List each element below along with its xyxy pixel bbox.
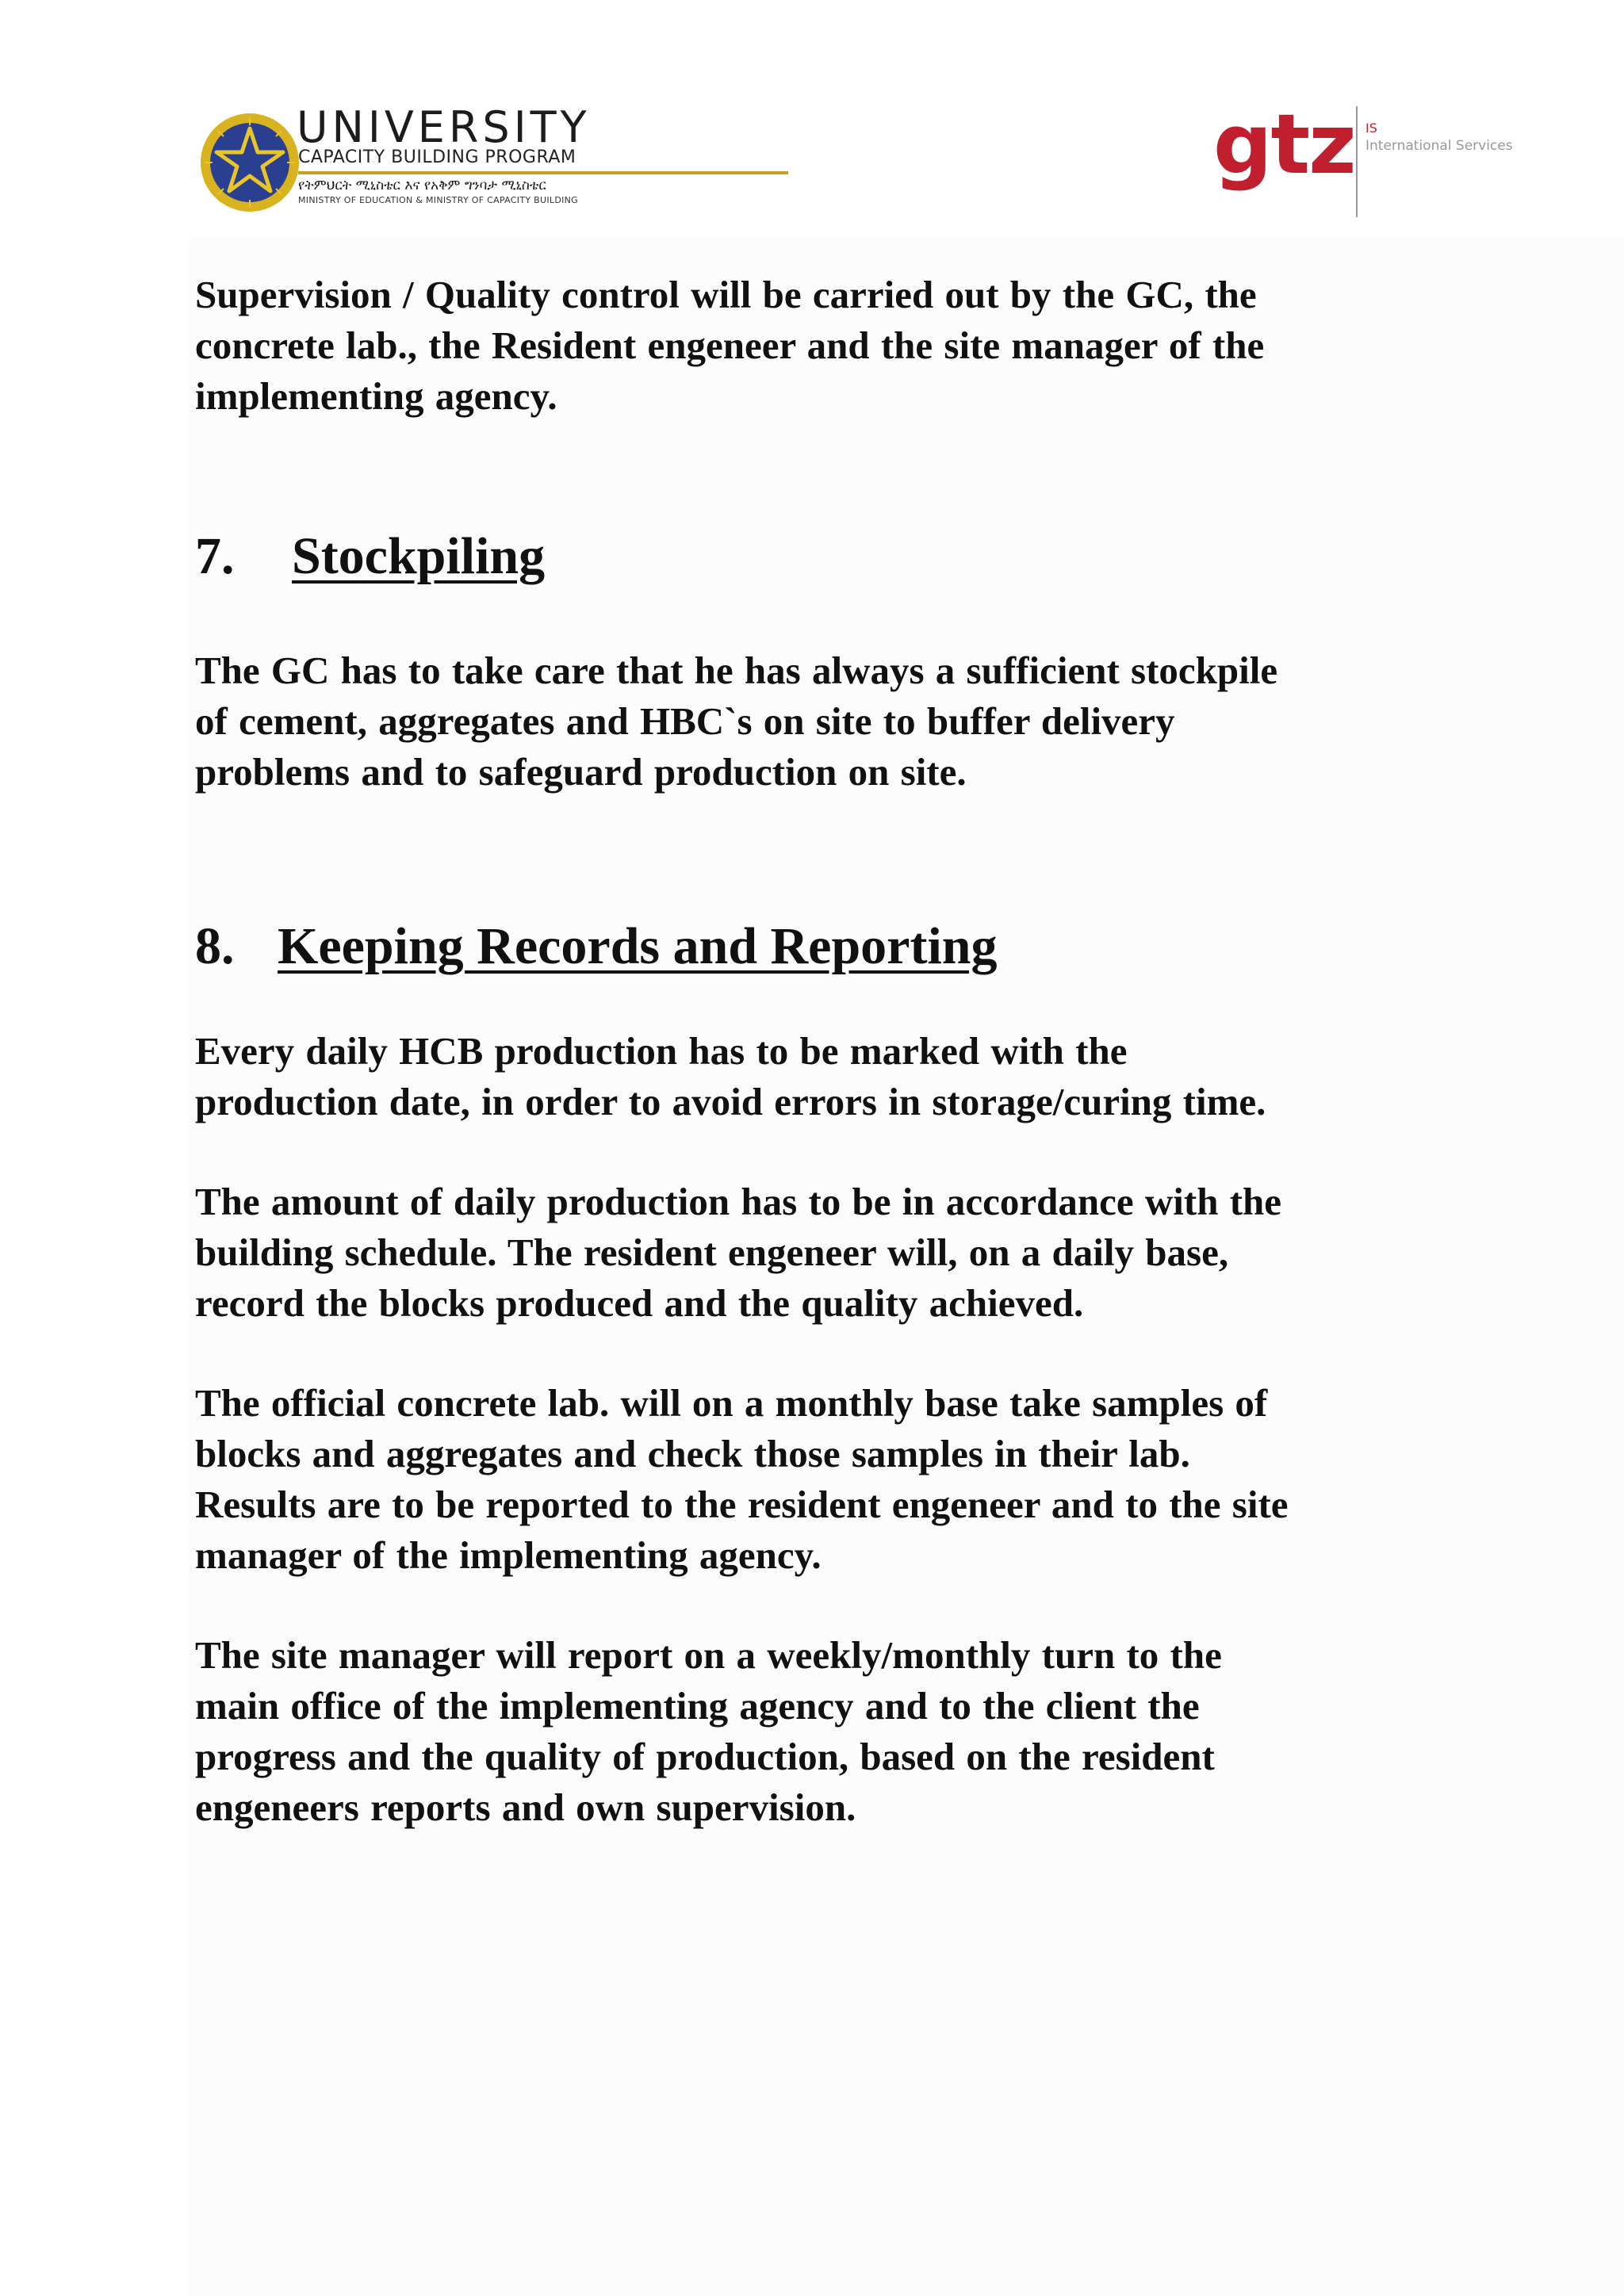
text-line: of cement, aggregates and HBC`s on site to buffer delivery [195,699,1175,743]
logo-rule [298,171,788,174]
document-body [195,270,1432,1833]
intro-paragraph [195,270,1432,422]
section-heading-stockpiling [195,525,1432,588]
logo-ministry-text: MINISTRY OF EDUCATION & MINISTRY OF CAPACITY BUILDING [298,195,578,205]
text-line: record the blocks produced and the quality achieved. [195,1281,1084,1325]
text-line: progress and the quality of production, based on the resident [195,1735,1215,1778]
text-line: blocks and aggregates and check those samples in their lab. [195,1432,1190,1475]
stockpiling-paragraph [195,645,1432,798]
text-line: building schedule. The resident engeneer will, on a daily base, [195,1230,1229,1274]
section-number: 7. [195,527,235,585]
text-line: production date, in order to avoid errors in storage/curing time. [195,1080,1266,1123]
logo-subtitle: CAPACITY BUILDING PROGRAM [298,147,576,167]
logo-amharic-text: የትምህርት ሚኒስቴር እና የአቅም ግንባታ ሚኒስቴር [298,178,546,193]
text-line: implementing agency. [195,374,557,418]
text-line: The official concrete lab. will on a monthly base take samples of [195,1381,1268,1425]
text-line: The site manager will report on a weekly/monthly turn to the [195,1633,1222,1677]
section-heading-records-reporting [195,915,1432,978]
section-title: Stockpiling [292,527,546,585]
gtz-divider [1356,106,1358,217]
section-number: 8. [195,917,235,975]
text-line: The amount of daily production has to be in accordance with the [195,1180,1282,1223]
records-paragraph-site-manager [195,1630,1432,1833]
text-line: Every daily HCB production has to be marked with the [195,1029,1128,1073]
text-line: concrete lab., the Resident engeneer and the site manager of the [195,323,1265,367]
gtz-wordmark: gtz [1213,96,1355,193]
records-paragraph-lab [195,1378,1432,1581]
records-paragraph-schedule [195,1177,1432,1329]
gtz-is-label: IS [1365,121,1377,136]
records-paragraph-marking [195,1026,1432,1127]
text-line: problems and to safeguard production on site. [195,750,967,794]
text-line: engeneers reports and own supervision. [195,1785,856,1829]
ethiopian-emblem-icon [198,111,301,214]
text-line: Supervision / Quality control will be carried out by the GC, the [195,273,1257,316]
text-line: manager of the implementing agency. [195,1533,822,1577]
text-line: Results are to be reported to the resident engeneer and to the site [195,1483,1289,1526]
university-capacity-building-logo [198,102,595,222]
gtz-logo [1213,96,1570,222]
text-line: main office of the implementing agency and to the client the [195,1684,1200,1728]
gtz-services-label: International Services [1365,138,1513,154]
text-line: The GC has to take care that he has always a sufficient stockpile [195,649,1278,692]
logo-title: UNIVERSITY [297,102,591,152]
section-title: Keeping Records and Reporting [278,917,998,975]
